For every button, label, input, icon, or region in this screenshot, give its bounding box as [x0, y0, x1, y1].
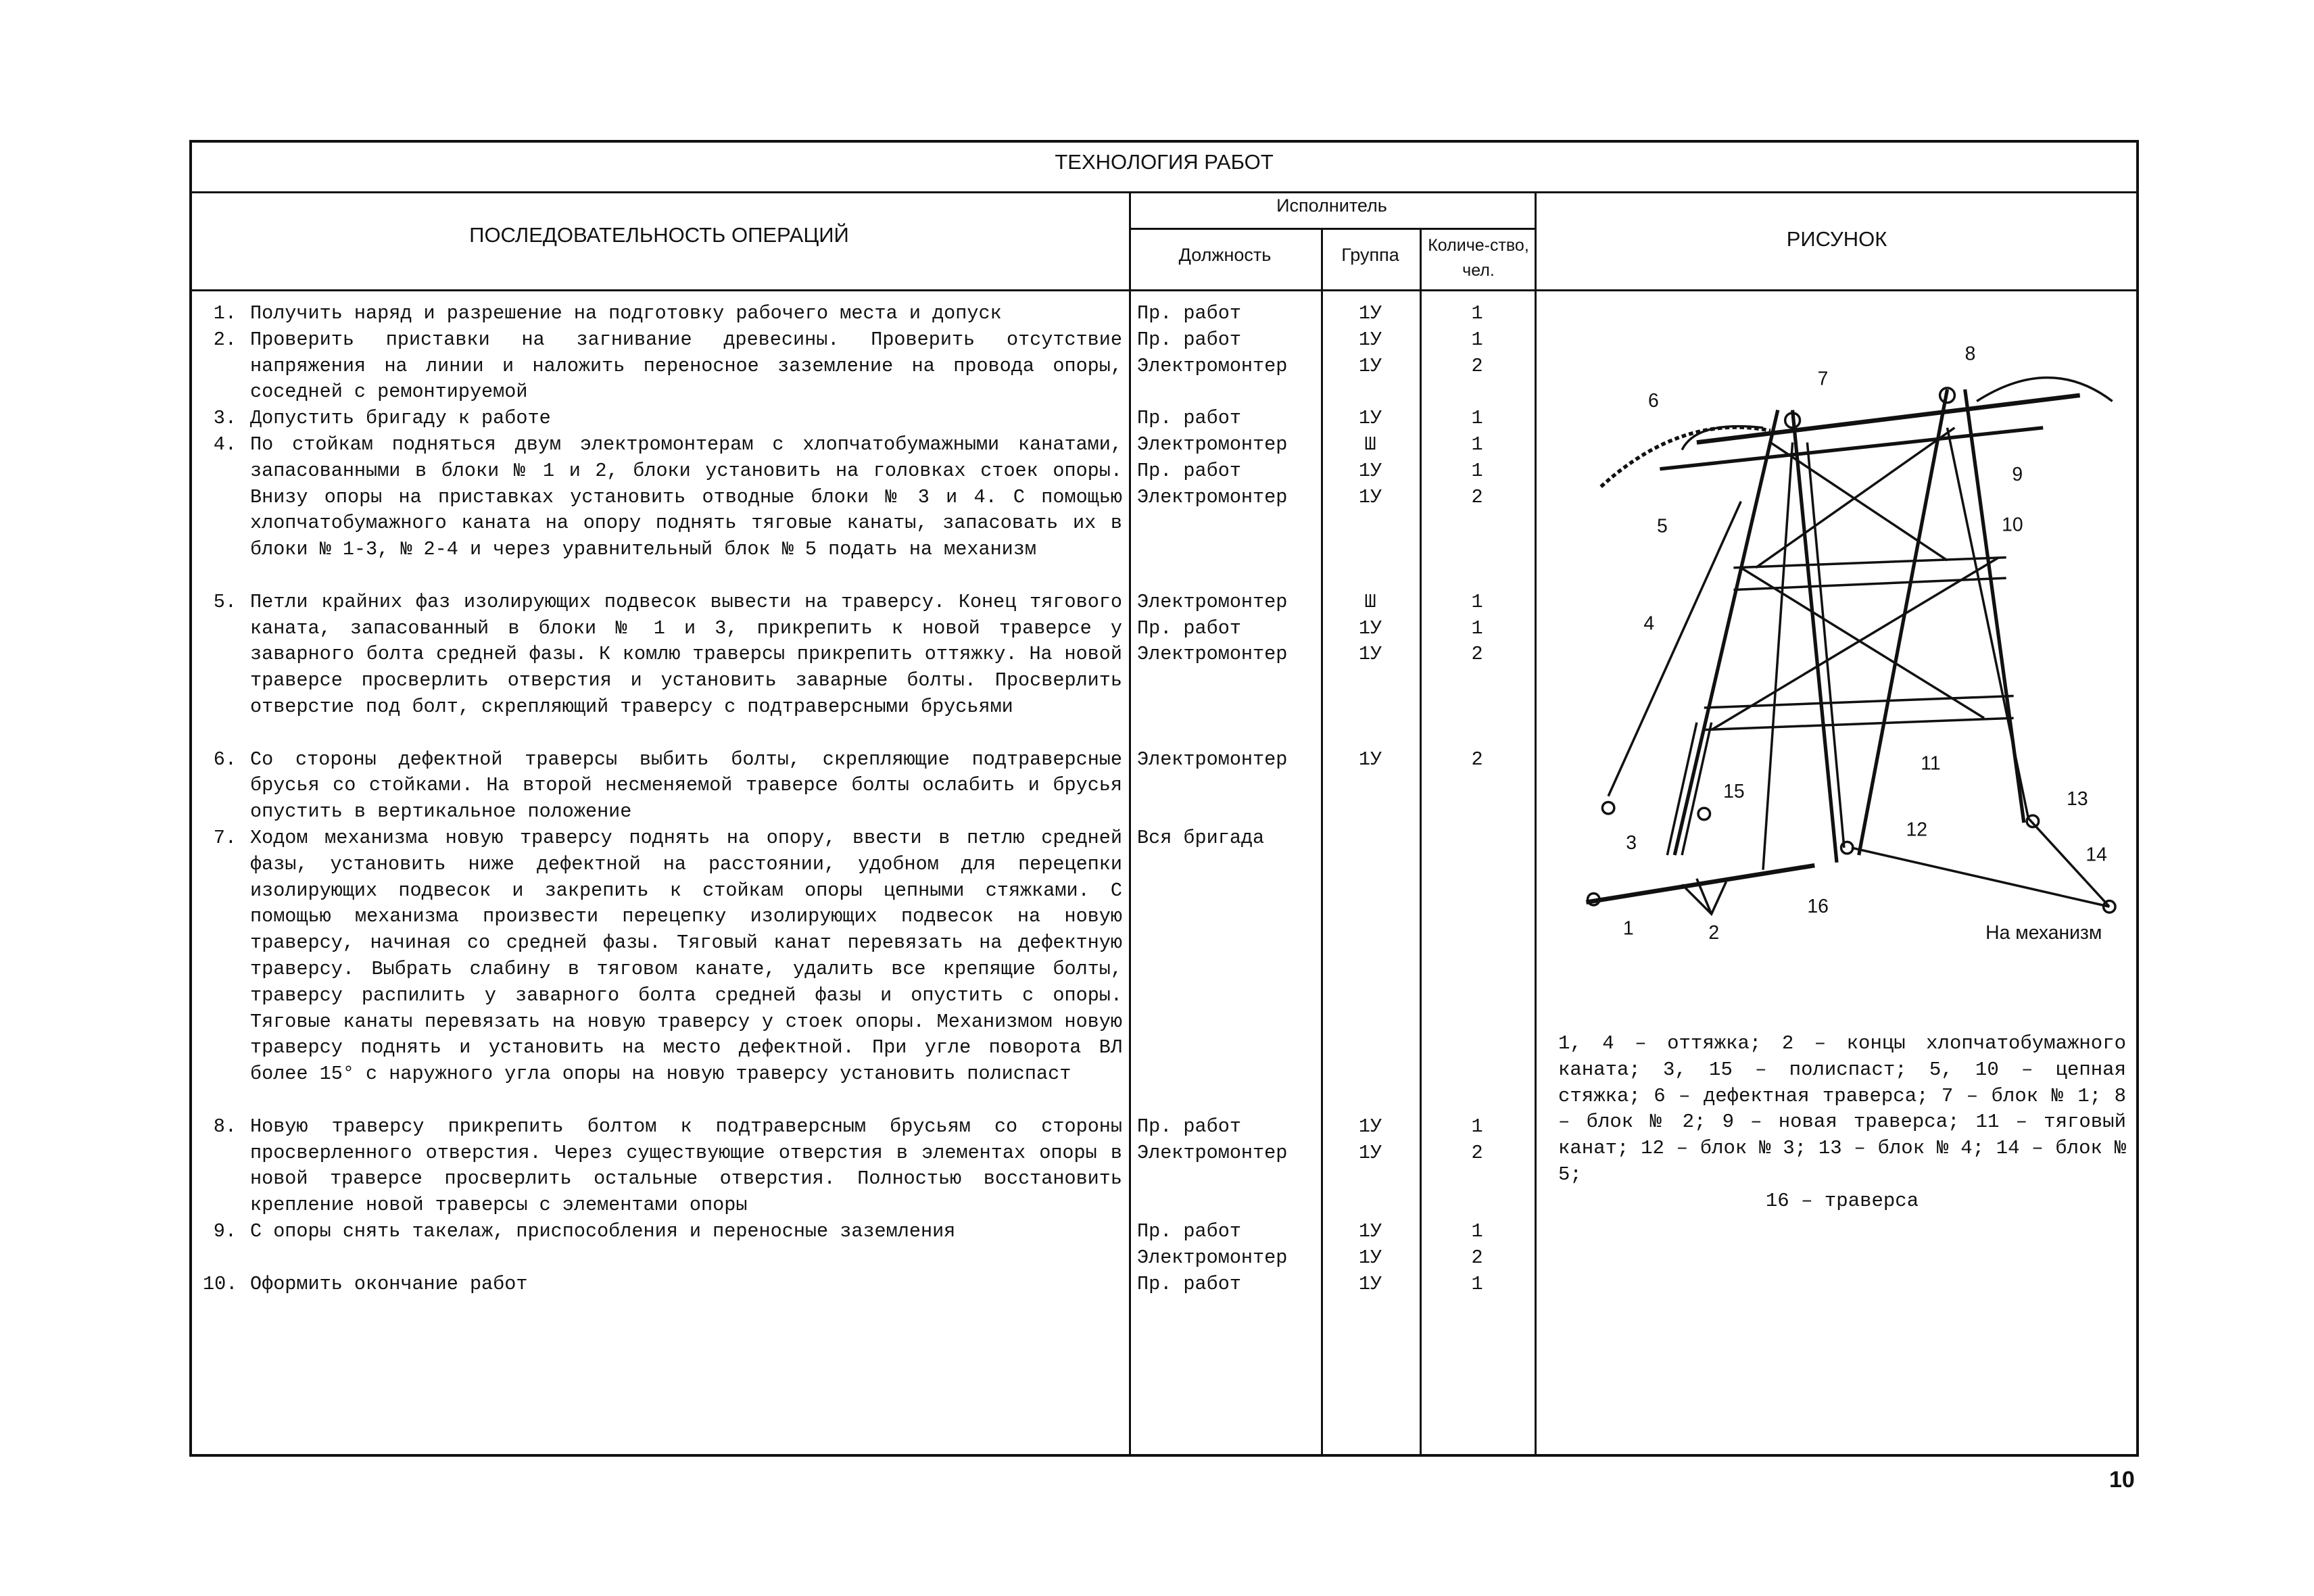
performer-group: 1У — [1358, 1246, 1382, 1269]
performer-group: 1У — [1358, 354, 1382, 377]
performer-group: 1У — [1358, 407, 1382, 430]
operation-text: С опоры снять такелаж, приспособления и переносные заземления — [250, 1220, 956, 1242]
label-5: 5 — [1657, 515, 1668, 537]
label-7: 7 — [1817, 368, 1829, 390]
performer-group: 1У — [1358, 485, 1382, 508]
performer-count: 1 — [1471, 302, 1483, 324]
performer-group: 1У — [1358, 328, 1382, 351]
performer-position: Электромонтер — [1137, 1141, 1288, 1164]
performer-position: Электромонтер — [1137, 643, 1288, 666]
performer-group: 1У — [1358, 1272, 1382, 1295]
operation-number: 4. — [213, 433, 237, 456]
operation-text: Получить наряд и разрешение на подготовку рабочего места и допуск — [250, 302, 1002, 324]
operation-number: 7. — [213, 827, 237, 849]
performer-group: 1У — [1358, 643, 1382, 666]
operation-item — [203, 327, 1122, 406]
performer-position: Пр. работ — [1137, 1220, 1241, 1242]
performer-header: Исполнитель — [1276, 195, 1387, 216]
tower-structure — [1586, 378, 2115, 915]
operation-item — [203, 1272, 1122, 1298]
operation-item — [203, 406, 1122, 432]
performer-count: 1 — [1471, 590, 1483, 613]
performer-position: Электромонтер — [1137, 1246, 1288, 1269]
count-header: Количе-ство, чел. — [1428, 236, 1529, 280]
label-16: 16 — [1807, 895, 1829, 917]
operation-item — [203, 432, 1122, 563]
group-header: Группа — [1341, 245, 1399, 265]
operation-number: 8. — [213, 1115, 237, 1138]
performer-count: 1 — [1471, 433, 1483, 456]
label-13: 13 — [2067, 788, 2088, 810]
operation-number: 9. — [213, 1220, 237, 1242]
performer-position: Пр. работ — [1137, 302, 1241, 324]
performer-count: 2 — [1471, 1246, 1483, 1269]
operation-number: 10. — [203, 1272, 238, 1295]
label-14: 14 — [2086, 844, 2107, 866]
performer-position: Электромонтер — [1137, 354, 1288, 377]
operation-number: 3. — [213, 407, 237, 430]
performer-count: 1 — [1471, 1115, 1483, 1138]
operation-number: 1. — [213, 302, 237, 324]
performer-position: Пр. работ — [1137, 616, 1241, 639]
operation-text: Ходом механизма новую траверсу поднять на опору, ввести в петлю средней фазы, установить ниже дефектной на расстоянии, удобном для перецепки изолирующих подвесок и закрепить к стойкам опоры цепными стяжками. С помощью механизма произвести перецепку изолирующих подвесок на новую траверсу, начиная со средней фазы. Тяговый канат перевязать на дефектную траверсу. Выбрать слабину в тяговом канате, удалить все крепящие болты, траверсу распилить у заварного болта средней фазы и опустить с опоры. Тяговые канаты перевязать на новую траверсу у стоек опоры. Механизмом новую траверсу поднять и установить на место дефектной. При угле поворота ВЛ более 15° с наружного угла опоры на новую траверсу установить полиспаст — [250, 827, 1122, 1086]
performer-position: Пр. работ — [1137, 459, 1241, 482]
performer-count: 1 — [1471, 407, 1483, 430]
operation-item — [203, 1114, 1122, 1219]
performer-group: 1У — [1358, 302, 1382, 324]
figure-header: РИСУНОК — [1786, 227, 1887, 251]
label-15: 15 — [1723, 780, 1745, 802]
performer-group: 1У — [1358, 1115, 1382, 1138]
label-11: 11 — [1921, 752, 1941, 775]
operation-item — [203, 301, 1122, 327]
label-9: 9 — [2012, 464, 2023, 486]
performer-position: Вся бригада — [1137, 827, 1265, 849]
operation-text: Петли крайних фаз изолирующих подвесок вывести на траверсу. Конец тягового каната, запасованный в блоки № 1 и 3, прикрепить к новой траверсе у заварного болта средней фазы. К комлю траверсы прикрепить оттяжку. На новой траверсе просверлить отверстия и установить заварные болты. Просверлить отверстие под болт, скрепляющий траверсу с подтраверсными брусьями — [250, 590, 1122, 718]
legend-text-last: 16 – траверса — [1765, 1189, 1919, 1212]
performer-count: 1 — [1471, 1272, 1483, 1295]
performer-position: Электромонтер — [1137, 590, 1288, 613]
position-header: Должность — [1178, 245, 1272, 265]
performer-count: 2 — [1471, 354, 1483, 377]
label-1: 1 — [1622, 917, 1634, 940]
operation-item — [203, 747, 1122, 825]
operation-number: 6. — [213, 748, 237, 771]
performer-count: 2 — [1471, 643, 1483, 666]
performer-count: 1 — [1471, 1220, 1483, 1242]
operation-number: 5. — [213, 590, 237, 613]
performer-count: 2 — [1471, 1141, 1483, 1164]
performer-group: 1У — [1358, 748, 1382, 771]
performer-position: Электромонтер — [1137, 485, 1288, 508]
tower-diagram — [1535, 291, 2139, 970]
performer-position: Пр. работ — [1137, 1115, 1241, 1138]
performer-group: 1У — [1358, 1141, 1382, 1164]
label-2: 2 — [1708, 922, 1720, 944]
performer-count: 1 — [1471, 459, 1483, 482]
performer-position: Электромонтер — [1137, 433, 1288, 456]
operation-item — [203, 1219, 1122, 1245]
label-12: 12 — [1906, 819, 1927, 841]
performer-position: Пр. работ — [1137, 328, 1241, 351]
performer-position: Пр. работ — [1137, 1272, 1241, 1295]
label-10: 10 — [2002, 514, 2023, 536]
operation-text: Оформить окончание работ — [250, 1272, 528, 1295]
divider — [189, 191, 2139, 193]
performer-position: Электромонтер — [1137, 748, 1288, 771]
operation-item — [203, 825, 1122, 1088]
label-3: 3 — [1626, 832, 1637, 854]
operation-text: Проверить приставки на загнивание древесины. Проверить отсутствие напряжения на линии и наложить переносное заземление на провода опоры, соседней с ремонтируемой — [250, 328, 1122, 404]
table-title: ТЕХНОЛОГИЯ РАБОТ — [1055, 150, 1274, 174]
operation-text: Допустить бригаду к работе — [250, 407, 551, 430]
performer-count: 2 — [1471, 485, 1483, 508]
legend-text: 1, 4 – оттяжка; 2 – концы хлопчатобумажного каната; 3, 15 – полиспаст; 5, 10 – цепная стяжка; 6 – дефектная траверса; 7 – блок № 1; 8 – блок № 2; 9 – новая траверса; 11 – тяговый канат; 12 – блок № 3; 13 – блок № 4; 14 – блок № 5; — [1558, 1032, 2126, 1186]
performer-group: 1У — [1358, 616, 1382, 639]
performer-group: 1У — [1358, 459, 1382, 482]
divider — [1129, 191, 1131, 1457]
figure-legend — [1558, 1031, 2126, 1215]
operation-number: 2. — [213, 328, 237, 351]
mechanism-label: На механизм — [1985, 922, 2102, 944]
operation-text: Со стороны дефектной траверсы выбить болты, скрепляющие подтраверсные брусья со стойками. На второй несменяемой траверсе болты ослабить и брусья опустить в вертикальное положение — [250, 748, 1122, 823]
performer-count: 1 — [1471, 328, 1483, 351]
label-6: 6 — [1647, 390, 1659, 412]
performer-position: Пр. работ — [1137, 407, 1241, 430]
performer-group: Ш — [1364, 590, 1376, 613]
performer-group: 1У — [1358, 1220, 1382, 1242]
performer-group: Ш — [1364, 433, 1376, 456]
page-number: 10 — [2109, 1467, 2135, 1493]
performer-count: 1 — [1471, 616, 1483, 639]
operation-text: По стойкам подняться двум электромонтерам с хлопчатобумажными канатами, запасованными в блоки № 1 и 2, блоки установить на головках стоек опоры. Внизу опоры на приставках установить отводные блоки № 3 и 4. С помощью хлопчатобумажного каната на опору поднять тяговые канаты, запасовать их в блоки № 1-3, № 2-4 и через уравнительный блок № 5 подать на механизм — [250, 433, 1122, 561]
operation-item — [203, 589, 1122, 721]
label-8: 8 — [1965, 343, 1976, 365]
label-4: 4 — [1643, 612, 1655, 635]
divider — [1129, 228, 1535, 230]
sequence-header: ПОСЛЕДОВАТЕЛЬНОСТЬ ОПЕРАЦИЙ — [469, 223, 849, 247]
performer-count: 2 — [1471, 748, 1483, 771]
operation-text: Новую траверсу прикрепить болтом к подтраверсным брусьям со стороны просверленного отверстия. Через существующие отверстия в элементах опоры в новой траверсе просверлить остальные отверстия. Полностью восстановить крепление новой траверсы с элементами опоры — [250, 1115, 1122, 1217]
